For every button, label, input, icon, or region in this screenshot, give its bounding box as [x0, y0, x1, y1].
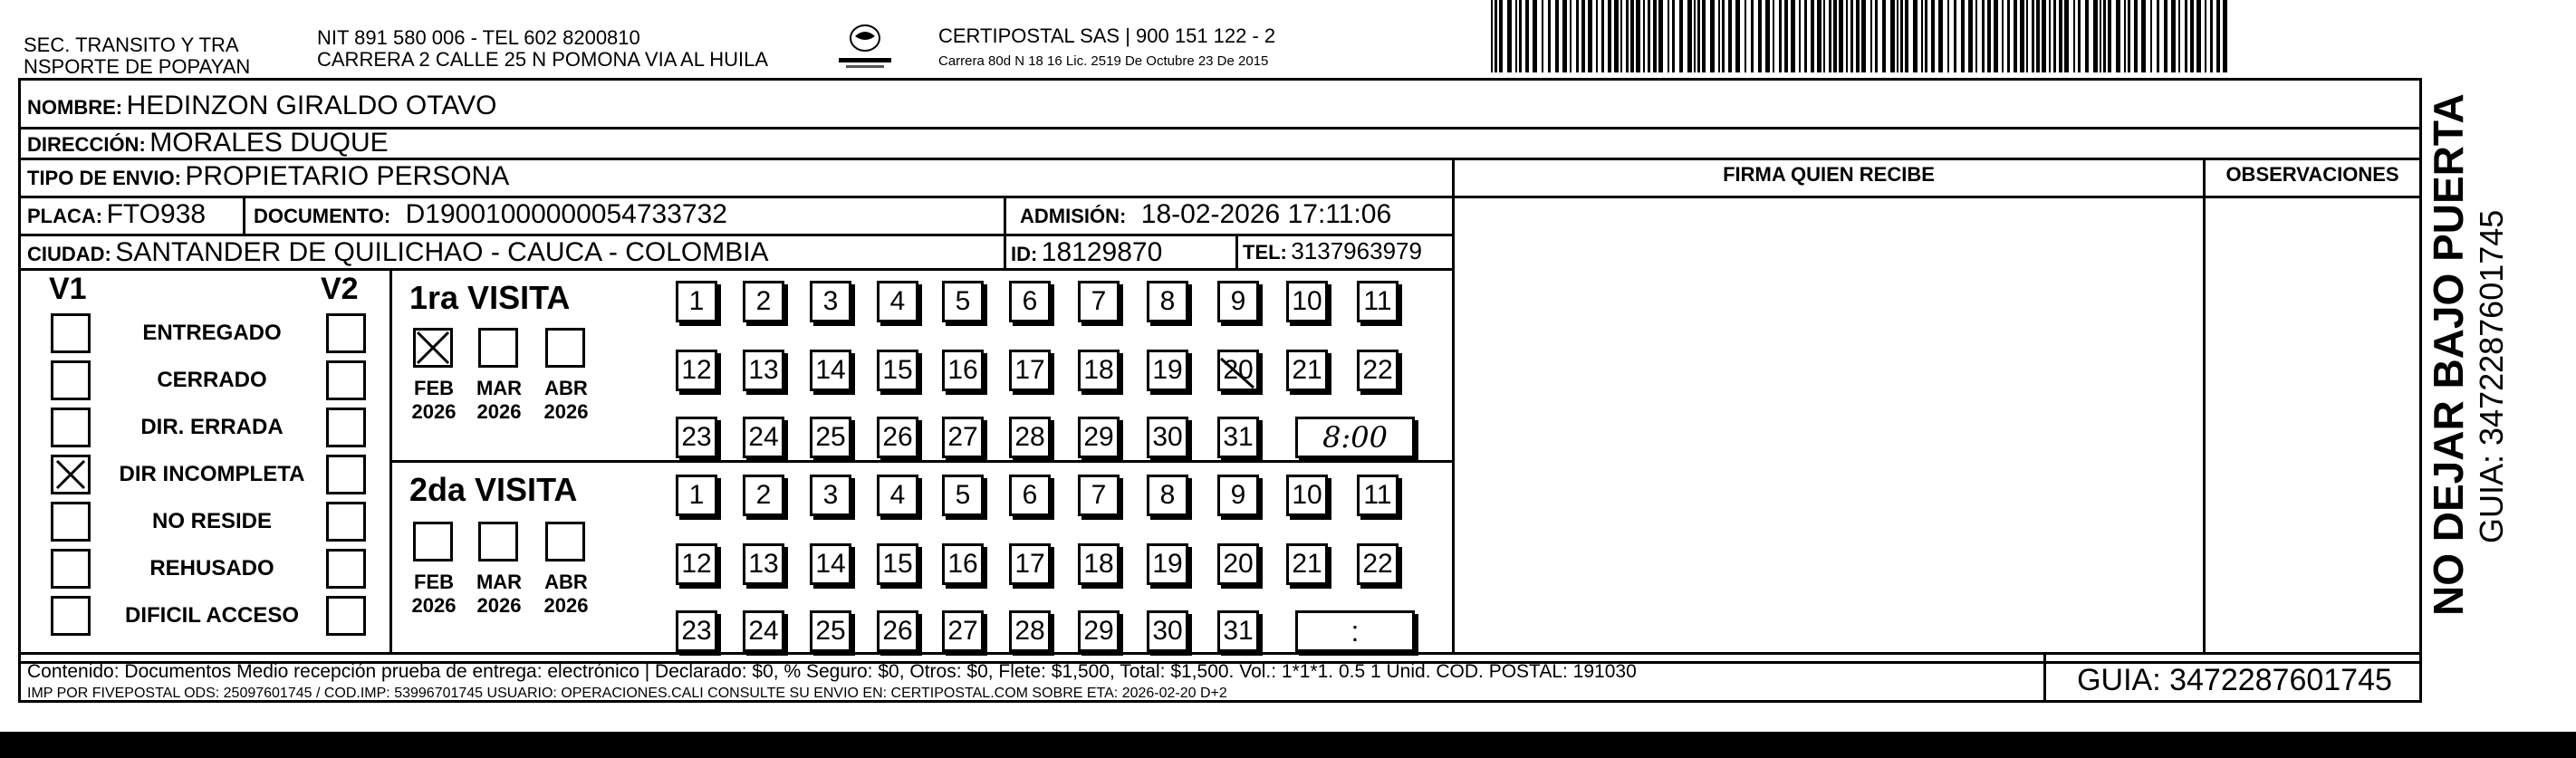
day-box-3[interactable]: 3 [810, 281, 851, 322]
day-box-17[interactable]: 17 [1009, 350, 1051, 391]
day-box-8[interactable]: 8 [1147, 281, 1188, 322]
time-box[interactable]: : [1295, 610, 1415, 652]
barcode-bar [1791, 0, 1795, 72]
sender-info [317, 27, 768, 71]
barcode-bar [1975, 0, 1977, 72]
id-row [1011, 237, 1162, 268]
barcode-bar [2093, 0, 2098, 72]
footer-line-2: IMP POR FIVEPOSTAL ODS: 25097601745 / COD.IMP: 53996701745 USUARIO: OPERACIONES.CALI CONSULTE SU ENVIO EN: CERTIPOSTAL.COM SOBRE ETA: 2026-02-20 D+2 [27, 686, 1227, 701]
month-label [534, 377, 598, 424]
month-name: FEB [414, 377, 454, 399]
v2-checkbox[interactable] [326, 596, 366, 636]
sender-name [24, 34, 250, 78]
footer-line-1: Contenido: Documentos Medio recepción prueba de entrega: electrónico | Declarado: $0, % Seguro: $0, Otros: $0, Flete: $1,500, Total: $1,500. Vol.: 1*1*1. 0.5 1 Unid. COD. POSTAL: 191030 [27, 661, 1637, 682]
barcode-bar [1620, 0, 1622, 72]
barcode-bar [2171, 0, 2176, 72]
barcode-bar [1702, 0, 1706, 72]
barcode-bar [2100, 0, 2101, 72]
barcode-bar [1601, 0, 1604, 72]
month-checkbox-feb[interactable] [413, 522, 453, 561]
month-name: MAR [476, 377, 523, 399]
barcode-bar [1784, 0, 1788, 72]
barcode-bar [2157, 0, 2159, 72]
day-box-23[interactable]: 23 [676, 610, 717, 652]
barcode-bar [1861, 0, 1866, 72]
day-box-14[interactable]: 14 [810, 350, 851, 391]
barcode-bar [1533, 0, 1537, 72]
barcode-bar [2128, 0, 2130, 72]
documento-row [254, 199, 727, 230]
month-name: ABR [544, 571, 588, 593]
barcode-bar [1596, 0, 1598, 72]
barcode-bar [1890, 0, 1895, 72]
barcode-bar [2064, 0, 2069, 72]
placa-value: FTO938 [106, 199, 207, 229]
barcode-bar [2223, 0, 2227, 72]
day-box-15[interactable]: 15 [877, 543, 918, 585]
tipo-value: PROPIETARIO PERSONA [185, 161, 510, 191]
barcode-bar [1555, 0, 1559, 72]
barcode-bar [2042, 0, 2046, 72]
id-value: 18129870 [1041, 237, 1163, 267]
day-box-7[interactable]: 7 [1078, 475, 1120, 516]
month-year: 2026 [543, 594, 589, 617]
placa-label: PLACA: [27, 205, 103, 227]
day-box-6[interactable]: 6 [1009, 281, 1051, 322]
status-label: DIFICIL ACCESO [124, 603, 299, 628]
barcode-bar [2078, 0, 2081, 72]
v2-checkbox[interactable] [326, 549, 366, 589]
barcode-bar [1614, 0, 1619, 72]
barcode-bar [1491, 0, 1493, 72]
barcode-bar [1931, 0, 1935, 72]
barcode-bar [2073, 0, 2075, 72]
day-box-6[interactable]: 6 [1009, 475, 1051, 516]
barcode-bar [1694, 0, 1696, 72]
month-checkbox-abr[interactable] [545, 522, 585, 561]
month-year: 2026 [476, 400, 522, 423]
barcode-bar [1630, 0, 1634, 72]
barcode-bar [1925, 0, 1927, 72]
barcode-bar [1672, 0, 1675, 72]
day-box-14[interactable]: 14 [810, 543, 851, 585]
barcode-bar [1728, 0, 1732, 72]
barcode-bar [2216, 0, 2220, 72]
barcode-bar [1608, 0, 1611, 72]
barcode-bar [1495, 0, 1497, 72]
day-box-15[interactable]: 15 [877, 350, 918, 391]
barcode-bar [1870, 0, 1872, 72]
barcode-bar [2002, 0, 2004, 72]
barcode-bar [1765, 0, 1770, 72]
barcode-bar [1987, 0, 1991, 72]
barcode-bar [2196, 0, 2201, 72]
barcode-bar [1626, 0, 1629, 72]
tipo-row [27, 161, 509, 192]
day-box-25[interactable]: 25 [810, 417, 851, 458]
day-box-31[interactable]: 31 [1217, 610, 1259, 652]
day-box-24[interactable]: 24 [743, 610, 784, 652]
first-visit-title: 1ra VISITA [409, 279, 571, 316]
direccion-row [27, 128, 389, 158]
nombre-label: NOMBRE: [27, 96, 123, 119]
barcode-bar [1961, 0, 1965, 72]
status-label: NO RESIDE [151, 509, 273, 533]
v1-label: V1 [49, 272, 87, 306]
barcode-bar [2150, 0, 2152, 72]
day-box-2[interactable]: 2 [743, 281, 784, 322]
day-box-23[interactable]: 23 [676, 417, 717, 458]
barcode-bar [1653, 0, 1657, 72]
ciudad-value: SANTANDER DE QUILICHAO - CAUCA - COLOMBIA [115, 237, 769, 267]
barcode-bar [1833, 0, 1837, 72]
tel-label: TEL: [1243, 241, 1287, 264]
nit-line: NIT 891 580 006 - TEL 602 8200810 [317, 26, 640, 49]
day-box-12[interactable]: 12 [676, 543, 717, 585]
month-label [402, 571, 466, 618]
barcode-bar [1581, 0, 1585, 72]
barcode-bar [2049, 0, 2051, 72]
barcode-bar [2026, 0, 2028, 72]
day-box-29[interactable]: 29 [1078, 417, 1120, 458]
direccion-value: MORALES DUQUE [149, 128, 389, 158]
observaciones-label: OBSERVACIONES [2225, 163, 2399, 186]
barcode-bar [2020, 0, 2024, 72]
v2-checkbox[interactable] [326, 502, 366, 542]
day-box-24[interactable]: 24 [743, 417, 784, 458]
certipostal-logo-icon [833, 20, 897, 74]
barcode-bar [1875, 0, 1878, 72]
month-name: ABR [544, 377, 588, 399]
month-name: FEB [414, 571, 454, 593]
day-box-16[interactable]: 16 [942, 543, 984, 585]
tipo-label: TIPO DE ENVIO: [27, 167, 181, 189]
barcode-bar [1921, 0, 1923, 72]
barcode-bar [1913, 0, 1918, 72]
day-box-28[interactable]: 28 [1009, 610, 1051, 652]
status-label: REHUSADO [149, 556, 274, 580]
barcode-bar [2185, 0, 2187, 72]
barcode-bar [2103, 0, 2106, 72]
day-box-12[interactable]: 12 [676, 350, 717, 391]
barcode-bar [2007, 0, 2010, 72]
day-box-5[interactable]: 5 [942, 281, 984, 322]
day-box-28[interactable]: 28 [1009, 417, 1051, 458]
day-box-1[interactable]: 1 [676, 475, 717, 516]
barcode-bar [1687, 0, 1692, 72]
barcode-bar [1542, 0, 1543, 72]
barcode-bar [2178, 0, 2180, 72]
month-name: MAR [476, 571, 523, 593]
day-box-30[interactable]: 30 [1147, 610, 1188, 652]
v2-checkbox[interactable] [326, 313, 366, 353]
day-box-27[interactable]: 27 [942, 417, 984, 458]
day-box-3[interactable]: 3 [810, 475, 851, 516]
day-box-29[interactable]: 29 [1078, 610, 1120, 652]
side-guia-text: GUIA: 3472287601745 [2473, 209, 2510, 543]
barcode-bar [1636, 0, 1640, 72]
id-label: ID: [1011, 243, 1038, 265]
admision-row [1020, 199, 1391, 230]
barcode-bar [1773, 0, 1774, 72]
barcode-bar [1846, 0, 1848, 72]
month-checkbox-mar[interactable] [478, 328, 518, 368]
barcode-bar [2014, 0, 2017, 72]
day-box-16[interactable]: 16 [942, 350, 984, 391]
barcode-bar [1817, 0, 1821, 72]
day-box-11[interactable]: 11 [1357, 281, 1399, 322]
day-box-26[interactable]: 26 [877, 417, 918, 458]
barcode-bar [1745, 0, 1746, 72]
documento-value: D19001000000054733732 [405, 199, 727, 229]
barcode-bar [1751, 0, 1754, 72]
status-label: DIR INCOMPLETA [119, 462, 305, 486]
day-box-19[interactable]: 19 [1147, 543, 1188, 585]
barcode-bar [1562, 0, 1567, 72]
barcode-bar [1811, 0, 1814, 72]
barcode-bar [1882, 0, 1886, 72]
day-box-27[interactable]: 27 [942, 610, 984, 652]
barcode-bar [1668, 0, 1669, 72]
time-box[interactable]: 8:00 [1295, 417, 1415, 458]
company-line: CERTIPOSTAL SAS | 900 151 122 - 2 [938, 24, 1276, 47]
day-box-13[interactable]: 13 [743, 543, 784, 585]
day-box-11[interactable]: 11 [1357, 475, 1399, 516]
company-sub: Carrera 80d N 18 16 Lic. 2519 De Octubre 23 De 2015 [938, 53, 1269, 69]
month-checkbox-abr[interactable] [545, 328, 585, 368]
day-box-26[interactable]: 26 [877, 610, 918, 652]
v2-checkbox[interactable] [326, 408, 366, 447]
barcode-bar [2205, 0, 2206, 72]
barcode-bar [1570, 0, 1572, 72]
barcode-bar [1982, 0, 1985, 72]
barcode-bar [1938, 0, 1943, 72]
barcode-bar [1823, 0, 1825, 72]
barcode-bar [1722, 0, 1725, 72]
barcode-bar [1900, 0, 1903, 72]
barcode-bar [1718, 0, 1720, 72]
day-box-18[interactable]: 18 [1078, 350, 1120, 391]
day-box-18[interactable]: 18 [1078, 543, 1120, 585]
month-label [402, 377, 466, 424]
admision-label: ADMISIÓN: [1020, 205, 1127, 227]
barcode-bar [1954, 0, 1956, 72]
firma-label: FIRMA QUIEN RECIBE [1723, 163, 1935, 186]
day-box-20[interactable]: 20 [1217, 350, 1259, 391]
day-box-20[interactable]: 20 [1217, 543, 1259, 585]
v2-label: V2 [321, 272, 359, 306]
day-box-13[interactable]: 13 [743, 350, 784, 391]
barcode-bar [2141, 0, 2146, 72]
barcode-bar [1548, 0, 1551, 72]
day-box-25[interactable]: 25 [810, 610, 851, 652]
barcode-bar [1519, 0, 1522, 72]
barcode-bar [2210, 0, 2213, 72]
day-box-4[interactable]: 4 [877, 475, 918, 516]
v2-checkbox[interactable] [326, 455, 366, 494]
month-year: 2026 [411, 594, 457, 617]
barcode-bar [2134, 0, 2138, 72]
barcode-bar [1515, 0, 1517, 72]
barcode-bar [1658, 0, 1663, 72]
barcode-bar [1735, 0, 1740, 72]
documento-label: DOCUMENTO: [254, 205, 391, 227]
barcode-bar [2108, 0, 2111, 72]
day-box-4[interactable]: 4 [877, 281, 918, 322]
barcode-bar [1758, 0, 1762, 72]
sender-line-1: SEC. TRANSITO Y TRA [24, 34, 239, 56]
month-year: 2026 [476, 594, 522, 617]
sender-line-2: NSPORTE DE POPAYAN [24, 55, 251, 78]
status-label: DIR. ERRADA [140, 415, 284, 439]
status-label: CERRADO [157, 368, 267, 392]
barcode-bar [1710, 0, 1715, 72]
admision-value: 18-02-2026 17:11:06 [1140, 199, 1392, 229]
direccion-label: DIRECCIÓN: [27, 133, 146, 156]
day-box-10[interactable]: 10 [1286, 475, 1328, 516]
day-box-17[interactable]: 17 [1009, 543, 1051, 585]
day-box-21[interactable]: 21 [1286, 350, 1328, 391]
barcode-bar [1697, 0, 1700, 72]
month-year: 2026 [411, 400, 457, 423]
barcode-bar [2036, 0, 2040, 72]
barcode-bar [1643, 0, 1645, 72]
barcode-bar [2032, 0, 2034, 72]
barcode-bar [1905, 0, 1908, 72]
placa-row [27, 199, 206, 230]
tel-value: 3137963979 [1291, 237, 1422, 264]
barcode-bar [2053, 0, 2056, 72]
barcode-bar [1799, 0, 1801, 72]
day-box-7[interactable]: 7 [1078, 281, 1120, 322]
ciudad-label: CIUDAD: [27, 243, 111, 265]
day-box-9[interactable]: 9 [1217, 281, 1259, 322]
barcode-bar [1588, 0, 1592, 72]
barcode-bar [1994, 0, 1998, 72]
barcode-bar [2085, 0, 2089, 72]
day-box-8[interactable]: 8 [1147, 475, 1188, 516]
second-visit-title: 2da VISITA [409, 471, 578, 508]
day-box-30[interactable]: 30 [1147, 417, 1188, 458]
ciudad-row [27, 237, 769, 268]
bottom-band [0, 732, 2576, 758]
company-info [938, 25, 1275, 72]
footer-guia: GUIA: 3472287601745 [2077, 663, 2392, 697]
day-box-1[interactable]: 1 [676, 281, 717, 322]
day-box-19[interactable]: 19 [1147, 350, 1188, 391]
barcode-bar [1839, 0, 1843, 72]
barcode-bar [2124, 0, 2126, 72]
month-label [467, 571, 531, 618]
day-box-21[interactable]: 21 [1286, 543, 1328, 585]
nombre-value: HEDINZON GIRALDO OTAVO [126, 91, 497, 120]
barcode-bar [1576, 0, 1579, 72]
month-label [534, 571, 598, 618]
day-box-10[interactable]: 10 [1286, 281, 1328, 322]
month-checkbox-feb[interactable] [413, 328, 453, 368]
v2-checkbox[interactable] [326, 360, 366, 400]
barcode-bar [1679, 0, 1683, 72]
barcode-bar [1850, 0, 1853, 72]
barcode-bar [1804, 0, 1807, 72]
tel-row [1243, 237, 1422, 265]
barcode-bar [1525, 0, 1529, 72]
barcode-bar [2190, 0, 2194, 72]
barcode-bar [2059, 0, 2062, 72]
day-box-22[interactable]: 22 [1357, 543, 1399, 585]
barcode-bar [1499, 0, 1503, 72]
barcode-bar [1779, 0, 1782, 72]
barcode-bar [2116, 0, 2120, 72]
no-dejar-text: NO DEJAR BAJO PUERTA [2425, 93, 2472, 616]
barcode-bar [1829, 0, 1831, 72]
nombre-row [27, 91, 497, 121]
month-year: 2026 [543, 400, 589, 423]
barcode-bar [1856, 0, 1860, 72]
day-box-9[interactable]: 9 [1217, 475, 1259, 516]
day-box-22[interactable]: 22 [1357, 350, 1399, 391]
day-box-5[interactable]: 5 [942, 475, 984, 516]
barcode-bar [1968, 0, 1973, 72]
barcode-bar [1648, 0, 1650, 72]
barcode-bar [1947, 0, 1949, 72]
barcode-bar [1897, 0, 1898, 72]
address-line: CARRERA 2 CALLE 25 N POMONA VIA AL HUILA [317, 48, 769, 71]
day-box-31[interactable]: 31 [1217, 417, 1259, 458]
month-checkbox-mar[interactable] [478, 522, 518, 561]
barcode [1491, 0, 2230, 72]
status-label: ENTREGADO [142, 321, 282, 345]
day-box-2[interactable]: 2 [743, 475, 784, 516]
barcode-bar [1507, 0, 1512, 72]
barcode-bar [2164, 0, 2167, 72]
month-label [467, 377, 531, 424]
